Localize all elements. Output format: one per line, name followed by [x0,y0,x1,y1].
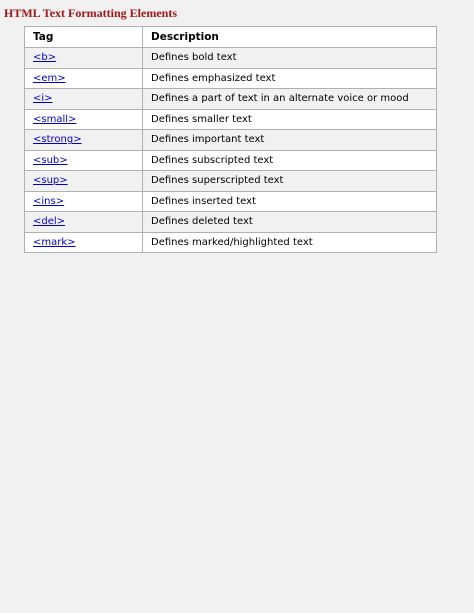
tag-cell [25,48,143,69]
reference-table [24,26,437,253]
tag-link-del[interactable]: <del> [33,216,66,228]
tag-link-sup[interactable]: <sup> [33,175,68,187]
tag-cell [25,212,143,233]
description-cell: Defines marked/highlighted text [143,232,437,253]
tag-cell [25,150,143,171]
tag-cell [25,171,143,192]
description-cell: Defines deleted text [143,212,437,233]
tag-link-sub[interactable]: <sub> [33,154,68,166]
description-cell: Defines superscripted text [143,171,437,192]
page-title: HTML Text Formatting Elements [4,6,177,20]
table-row [25,48,437,69]
tag-link-mark[interactable]: <mark> [33,236,76,248]
table-header-row [25,27,437,48]
tag-cell [25,191,143,212]
description-cell: Defines bold text [143,48,437,69]
table-row [25,109,437,130]
table-row [25,68,437,89]
tag-cell [25,109,143,130]
table-row [25,232,437,253]
description-cell: Defines inserted text [143,191,437,212]
tag-cell [25,68,143,89]
table-row [25,191,437,212]
description-cell: Defines emphasized text [143,68,437,89]
table-row [25,89,437,110]
tag-link-strong[interactable]: <strong> [33,134,82,146]
tag-link-ins[interactable]: <ins> [33,195,65,207]
table-row [25,212,437,233]
tag-link-b[interactable]: <b> [33,52,57,64]
tag-cell [25,130,143,151]
description-cell: Defines smaller text [143,109,437,130]
tag-cell [25,89,143,110]
table-row [25,130,437,151]
tag-link-em[interactable]: <em> [33,72,66,84]
table-row [25,150,437,171]
tag-link-i[interactable]: <i> [33,93,53,105]
table-row [25,171,437,192]
column-header-description: Description [143,27,437,48]
description-cell: Defines a part of text in an alternate voice or mood [143,89,437,110]
tag-link-small[interactable]: <small> [33,113,77,125]
tag-cell [25,232,143,253]
description-cell: Defines subscripted text [143,150,437,171]
column-header-tag: Tag [25,27,143,48]
description-cell: Defines important text [143,130,437,151]
